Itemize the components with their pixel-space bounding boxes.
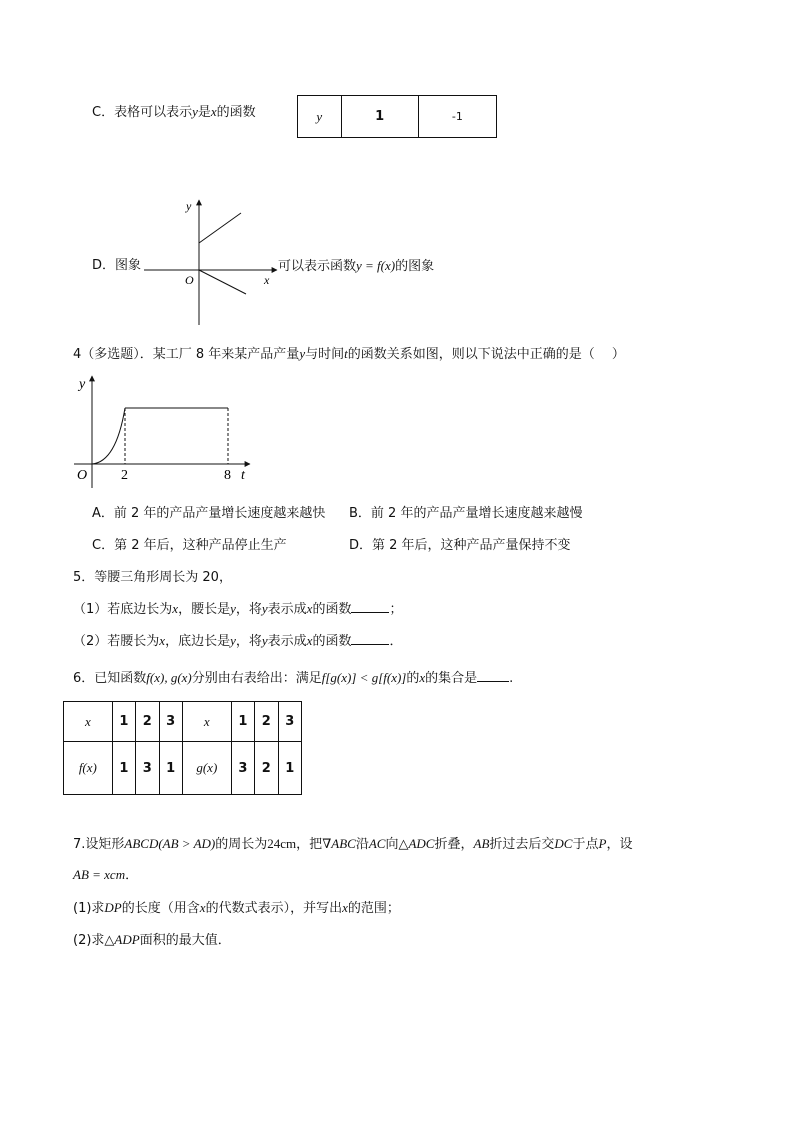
cell: 1 <box>112 742 135 795</box>
cell: 1 <box>159 742 182 795</box>
q4-stem: 4（多选题）．某工厂 8 年来某产品产量y与时间t的函数关系如图，则以下说法中正确的是（ ） <box>73 346 625 362</box>
axis-y-label: y <box>186 199 192 213</box>
growth-curve <box>92 408 125 464</box>
q5-part1: （1）若底边长为x，腰长是y，将y表示成x的函数 ； <box>73 601 403 617</box>
cell: 3 <box>159 702 182 742</box>
q6-table <box>63 701 302 795</box>
option-d-tail: 可以表示函数y = f(x)的图象 <box>278 258 435 274</box>
cell: 3 <box>231 742 254 795</box>
q4-option-b: B．前 2 年的产品产量增长速度越来越慢 <box>349 506 583 521</box>
cell: y <box>298 96 342 138</box>
q7-stem: 7.设矩形ABCD(AB > AD)的周长为24cm，把∇ABC沿AC向△ADC折叠，AB折过去后交DC于点P，设 <box>73 836 633 852</box>
cell: 3 <box>136 742 159 795</box>
cell: x <box>182 702 231 742</box>
cell: 1 <box>231 702 254 742</box>
tick-8: 8 <box>224 468 231 483</box>
cell: 1 <box>278 742 301 795</box>
graph-origin: O <box>77 468 88 483</box>
cell: g(x) <box>182 742 231 795</box>
cell: -1 <box>418 96 496 138</box>
answer-blank[interactable] <box>351 632 389 645</box>
cell: 2 <box>136 702 159 742</box>
graph-y-label: y <box>79 377 86 392</box>
option-d-graph <box>140 195 280 330</box>
q4-option-d: D．第 2 年后，这种产品产量保持不变 <box>349 538 571 553</box>
q7-sub1: (1)求DP的长度（用含x的代数式表示），并写出x的范围； <box>73 900 400 916</box>
graph-t-label: t <box>241 468 245 483</box>
cell: 2 <box>255 742 278 795</box>
q4-graph <box>70 370 255 490</box>
upper-ray <box>199 213 241 243</box>
cell: 3 <box>278 702 301 742</box>
cell: f(x) <box>64 742 113 795</box>
option-c-text: C．表格可以表示y是x的函数 <box>92 104 256 120</box>
cell: x <box>64 702 113 742</box>
cell: 1 <box>112 702 135 742</box>
q5-part2: （2）若腰长为x，底边长是y，将y表示成x的函数 ． <box>73 633 403 649</box>
answer-blank[interactable] <box>351 600 389 613</box>
q4-option-c: C．第 2 年后，这种产品停止生产 <box>92 538 287 553</box>
origin-label: O <box>185 273 194 287</box>
cell: 1 <box>341 96 418 138</box>
option-d-label: D．图象 <box>92 258 142 273</box>
q5-intro: 5．等腰三角形周长为 20， <box>73 570 232 585</box>
cell: 2 <box>255 702 278 742</box>
answer-blank[interactable] <box>477 669 509 682</box>
q6-stem: 6．已知函数f(x), g(x)分别由右表给出：满足f[g(x)] < g[f(x)]的x的集合是 . <box>73 670 514 686</box>
lower-ray <box>199 270 246 294</box>
tick-2: 2 <box>121 468 128 483</box>
axis-x-label: x <box>264 273 270 287</box>
option-c-table <box>297 95 497 138</box>
q4-option-a: A．前 2 年的产品产量增长速度越来越快 <box>92 506 326 521</box>
q7-sub2: (2)求△ADP面积的最大值． <box>73 932 231 948</box>
q7-line2: AB = xcm． <box>73 867 139 883</box>
